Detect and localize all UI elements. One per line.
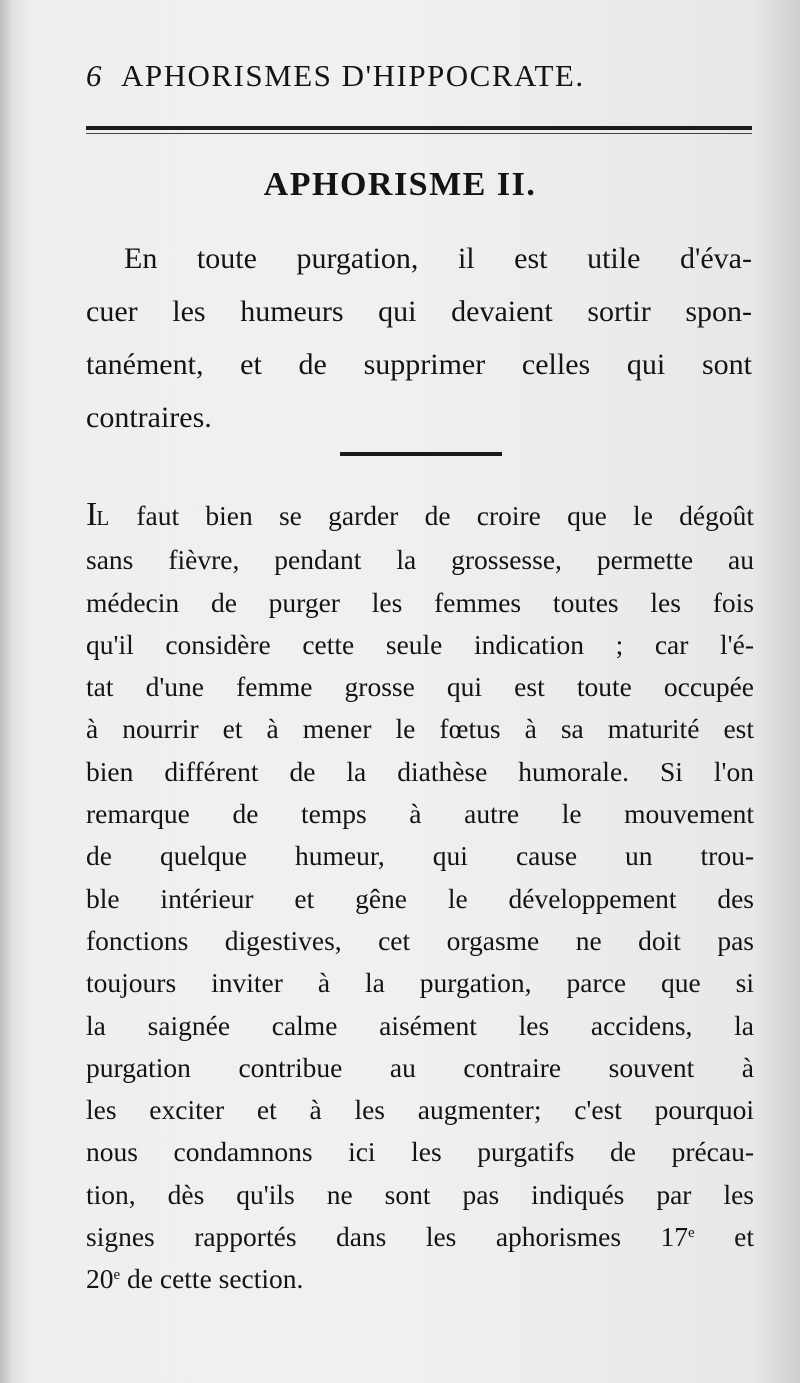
page-number: 6 — [86, 58, 103, 93]
commentary-line: médecin de purger les femmes toutes les fois — [86, 586, 754, 618]
commentary-text — [86, 494, 754, 1301]
commentary-first-line — [86, 494, 754, 539]
commentary-line: fonctions digestives, cet orgasme ne doit pas — [86, 924, 754, 956]
line-text: et — [694, 1221, 754, 1253]
commentary-line-with-superscript — [86, 1216, 754, 1258]
line-text: 20 — [86, 1263, 114, 1295]
line-text: de cette section. — [120, 1263, 304, 1295]
commentary-line: à nourrir et à mener le fœtus à sa maturité est — [86, 713, 754, 745]
header-rule — [86, 126, 752, 130]
running-head — [86, 58, 726, 94]
header-rule-thin — [86, 133, 752, 134]
commentary-last-line — [86, 1258, 754, 1300]
aphorism-line: En toute purgation, il est utile d'éva- — [124, 242, 752, 275]
commentary-line: tat d'une femme grosse qui est toute occupée — [86, 671, 754, 703]
superscript: e — [113, 1267, 121, 1284]
small-cap: L — [96, 506, 111, 530]
drop-cap: I — [86, 496, 97, 533]
commentary-line: remarque de temps à autre le mouvement — [86, 798, 754, 830]
superscript: e — [688, 1225, 695, 1242]
commentary-line: qu'il considère cette seule indication ; car l'é- — [86, 628, 754, 660]
section-divider — [340, 452, 502, 456]
aphorism-title: APHORISME II. — [263, 166, 537, 203]
commentary-line: toujours inviter à la purgation, parce que si — [86, 967, 754, 999]
commentary-line: de quelque humeur, qui cause un trou- — [86, 840, 754, 872]
commentary-line: les exciter et à les augmenter; c'est pourquoi — [86, 1094, 754, 1126]
aphorism-line: contraires. — [86, 401, 212, 434]
aphorism-line: cuer les humeurs qui devaient sortir spon- — [86, 295, 752, 328]
commentary-line: purgation contribue au contraire souvent à — [86, 1051, 754, 1083]
page-edge-shadow — [0, 0, 12, 1383]
commentary-line: nous condamnons ici les purgatifs de précau- — [86, 1136, 754, 1168]
running-title: APHORISMES D'HIPPOCRATE. — [121, 58, 585, 93]
aphorism-text — [86, 232, 752, 444]
commentary-line: sans fièvre, pendant la grossesse, permette au — [86, 544, 754, 576]
aphorism-line: tanément, et de supprimer celles qui sont — [86, 348, 752, 381]
commentary-line: ble intérieur et gêne le développement des — [86, 882, 754, 914]
commentary-line: bien différent de la diathèse humorale. Si l'on — [86, 755, 754, 787]
first-line-text: faut bien se garder de croire que le dégoût — [110, 500, 754, 531]
line-text: signes rapportés dans les aphorismes 17 — [86, 1221, 689, 1253]
commentary-line: tion, dès qu'ils ne sont pas indiqués par les — [86, 1178, 754, 1210]
commentary-line: la saignée calme aisément les accidens, la — [86, 1009, 754, 1041]
